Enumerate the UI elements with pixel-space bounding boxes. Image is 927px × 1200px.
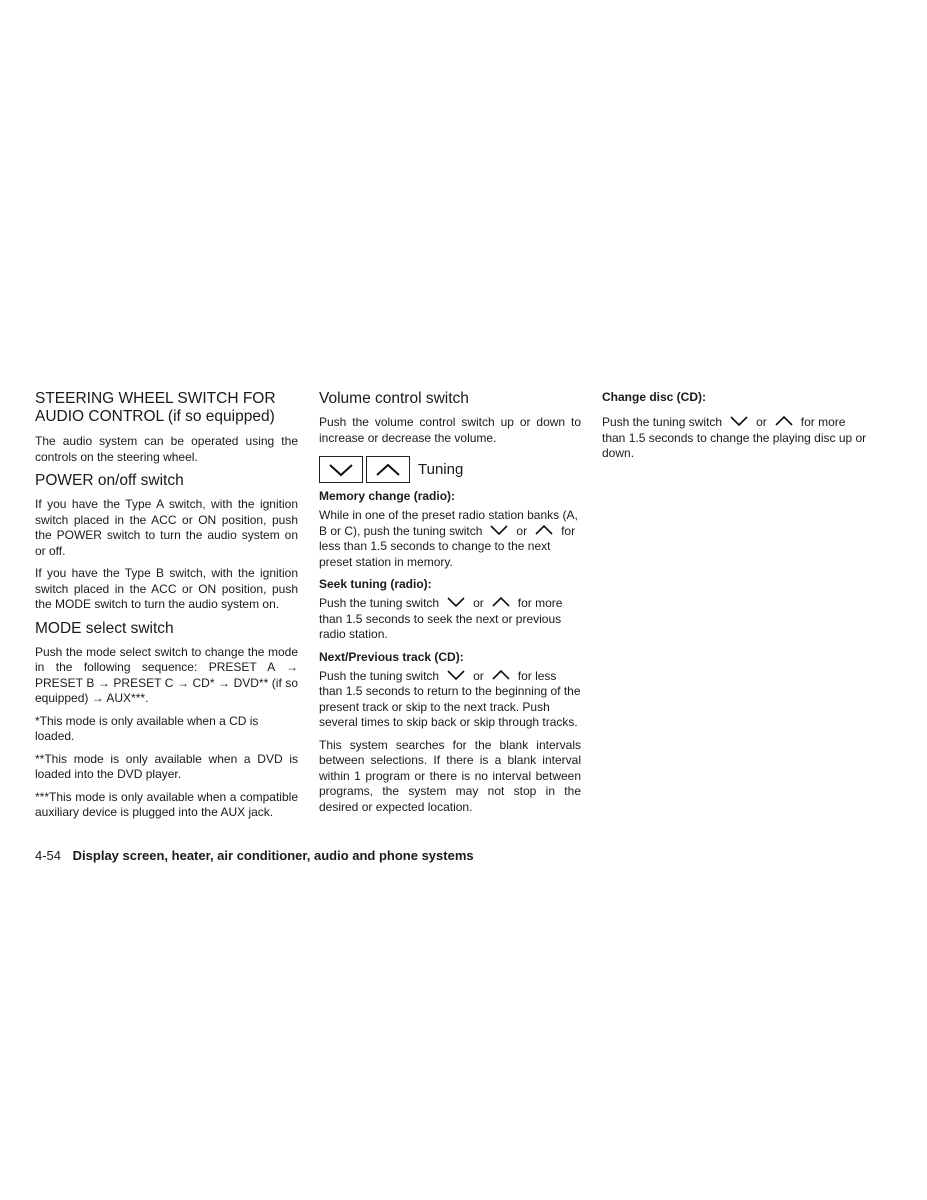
tuning-down-key bbox=[319, 456, 363, 483]
chevron-down-icon bbox=[445, 669, 467, 681]
chevron-up-icon bbox=[490, 669, 512, 681]
intro-paragraph: The audio system can be operated using the controls on the steering wheel. bbox=[35, 434, 298, 464]
column-2 bbox=[319, 390, 581, 822]
blank-interval-paragraph: This system searches for the blank intervals between selections. If there is a blank interval within 1 program or there is no interval between programs, the system may not stop in the desired or expected location. bbox=[319, 737, 581, 814]
chevron-up-icon bbox=[533, 524, 555, 536]
change-disc-heading: Change disc (CD): bbox=[602, 390, 707, 404]
page-number: 4-54 bbox=[35, 848, 62, 863]
tuning-label: Tuning bbox=[418, 461, 464, 478]
footnote-aux: ***This mode is only available when a compatible auxiliary device is plugged into the AUX jack. bbox=[35, 789, 298, 819]
volume-heading: Volume control switch bbox=[319, 390, 469, 407]
seek-tuning-heading: Seek tuning (radio): bbox=[319, 577, 432, 591]
track-paragraph: Push the tuning switch or for less than 1.5 seconds to return to the beginning of the present track or skip to the next track. Push several times to skip back or skip through tracks. bbox=[319, 668, 581, 729]
chevron-down-icon bbox=[488, 524, 510, 536]
footnote-dvd: **This mode is only available when a DVD is loaded into the DVD player. bbox=[35, 751, 298, 781]
mode-heading: MODE select switch bbox=[35, 619, 174, 637]
track-heading: Next/Previous track (CD): bbox=[319, 649, 464, 664]
power-paragraph-2: If you have the Type B switch, with the ignition switch placed in the ACC or ON position, push the MODE switch to turn the audio system on. bbox=[35, 566, 298, 611]
page-footer bbox=[35, 848, 474, 863]
chevron-down-icon bbox=[445, 596, 467, 608]
mode-paragraph: Push the mode select switch to change the mode in the following sequence: PRESET A → PRESET B → PRESET C → CD* → DVD** (if so equipped) → AUX***. bbox=[35, 644, 298, 705]
chevron-up-icon bbox=[773, 415, 795, 427]
chevron-down-icon bbox=[728, 415, 750, 427]
change-disc-paragraph: Push the tuning switch or for more than 1.5 seconds to change the playing disc up or down. bbox=[602, 415, 867, 460]
power-paragraph-1: If you have the Type A switch, with the ignition switch placed in the ACC or ON position, push the POWER switch to turn the audio system on or off. bbox=[35, 497, 298, 558]
column-3 bbox=[602, 390, 867, 469]
chevron-down-icon bbox=[327, 462, 355, 478]
chevron-up-icon bbox=[374, 462, 402, 478]
memory-change-paragraph: While in one of the preset radio station banks (A, B or C), push the tuning switch or for less than 1.5 seconds to change to the next preset station in memory. bbox=[319, 508, 578, 569]
seek-tuning-paragraph: Push the tuning switch or for more than 1.5 seconds to seek the next or previous radio station. bbox=[319, 596, 563, 641]
column-1 bbox=[35, 390, 298, 828]
tuning-switch-illustration bbox=[319, 456, 581, 483]
chevron-up-icon bbox=[490, 596, 512, 608]
tuning-up-key bbox=[366, 456, 410, 483]
section-heading: STEERING WHEEL SWITCH FOR AUDIO CONTROL (if so equipped) bbox=[35, 390, 276, 425]
power-heading: POWER on/off switch bbox=[35, 472, 184, 489]
memory-change-heading: Memory change (radio): bbox=[319, 489, 456, 503]
footnote-cd: *This mode is only available when a CD is loaded. bbox=[35, 713, 259, 743]
volume-paragraph: Push the volume control switch up or down to increase or decrease the volume. bbox=[319, 415, 581, 445]
chapter-title: Display screen, heater, air conditioner, audio and phone systems bbox=[72, 848, 474, 863]
